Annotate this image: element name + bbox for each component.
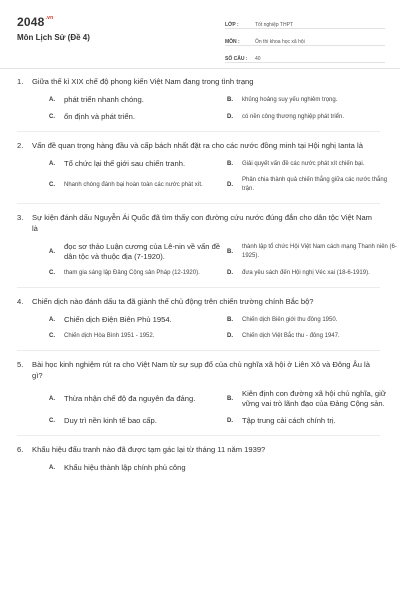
logo-suffix: .vn [45,15,54,21]
option-b[interactable] [227,242,400,262]
option-d[interactable] [227,269,400,278]
option-letter: B. [227,395,233,402]
option-letter: D. [227,181,233,188]
option-letter: A. [49,316,55,323]
option-text: thành lập tổ chức Hội Việt Nam cách mạng Thanh niên (6-1925). [242,244,397,259]
option-letter: C. [49,333,55,339]
option-c[interactable] [49,112,227,122]
question-number: 3. [17,213,24,222]
option-text: Kiên định con đường xã hội chủ nghĩa, giữ vững vai trò lãnh đạo của Đảng Cộng sản. [242,389,386,408]
exam-meta [225,14,385,65]
header-divider [0,68,400,69]
option-text: ổn định và phát triển. [64,112,135,121]
question-text: Chiến dịch nào đánh dấu ta đã giành thế chủ động trên chiến trường chính Bắc bộ? [32,297,314,306]
question-4 [0,296,400,351]
logo-text: 2048 [17,15,45,29]
option-letter: B. [227,160,233,167]
options [49,242,397,278]
option-text: Khẩu hiệu thành lập chính phủ công [64,463,186,472]
option-text: đọc sơ thảo Luận cương của Lê-nin về vấn đề dân tộc và thuộc địa (7-1920). [64,242,221,261]
meta-value: Tốt nghiệp THPT [255,22,293,28]
option-text: Thừa nhận chế độ đa nguyên đa đảng. [64,394,196,403]
option-b[interactable] [227,315,400,325]
option-text: Tập trung cải cách chính trị. [242,416,336,425]
option-letter: D. [227,270,233,276]
option-text: có nền công thương nghiệp phát triển. [242,113,345,120]
meta-label: SỐ CÂU : [225,56,248,62]
option-letter: D. [227,417,233,424]
meta-label: MÔN : [225,39,240,45]
option-d[interactable] [227,112,400,122]
option-letter: A. [49,96,55,103]
option-c[interactable] [49,332,227,341]
meta-value: Ôn thi khoa học xã hội [255,39,305,45]
question-text: Bài học kinh nghiệm rút ra cho Việt Nam từ sự sụp đổ của chủ nghĩa xã hội ở Liên Xô và Đông Âu là gì? [32,360,370,380]
option-b[interactable] [227,95,400,105]
question-number: 4. [17,297,24,306]
option-letter: C. [49,417,55,424]
meta-count [225,48,385,63]
option-a[interactable] [49,463,227,473]
option-letter: B. [227,96,233,103]
option-d[interactable] [227,332,400,341]
option-letter: B. [227,316,233,323]
option-b[interactable] [227,159,400,169]
option-letter: D. [227,113,233,120]
meta-class [225,14,385,29]
option-text: Chiến dịch Biên giới thu đông 1950. [242,316,338,323]
options [49,463,380,473]
option-d[interactable] [227,416,400,426]
question-number: 1. [17,77,24,86]
option-letter: C. [49,113,55,120]
question-number: 6. [17,445,24,454]
question-text: Sự kiện đánh dấu Nguyễn Ái Quốc đã tìm thấy con đường cứu nước đúng đắn cho dân tộc Việt Nam là [32,213,373,233]
option-text: Phân chia thành quả chiến thắng giữa các nước thắng trận. [242,177,388,192]
option-c[interactable] [49,176,227,194]
option-text: Chiến dịch Việt Bắc thu - đông 1947. [242,333,340,339]
option-a[interactable] [49,159,227,169]
option-a[interactable] [49,315,227,325]
subject-title: Môn Lịch Sử (Đề 4) [17,33,90,42]
option-text: Tổ chức lại thế giới sau chiến tranh. [64,159,186,168]
option-c[interactable] [49,416,227,426]
option-d[interactable] [227,176,400,194]
question-text: Vấn đề quan trọng hàng đầu và cấp bách nhất đặt ra cho các nước đồng minh tại Hội nghị Ianta là [32,141,363,150]
option-b[interactable] [227,389,400,409]
option-letter: A. [49,248,55,255]
question-divider [17,350,380,351]
option-text: đưa yêu sách đến Hội nghị Véc xai (18-6-1919). [242,270,370,276]
question-divider [17,287,380,288]
option-text: Nhanh chóng đánh bại hoàn toàn các nước phát xít. [64,181,203,188]
question-5 [0,359,400,436]
site-logo[interactable] [17,15,53,29]
option-a[interactable] [49,242,227,262]
meta-value: 40 [255,56,261,62]
meta-label: LỚP : [225,22,239,28]
question-3 [0,212,400,288]
option-letter: B. [227,248,233,255]
option-text: phát triển nhanh chóng. [64,95,144,104]
option-text: Giải quyết vấn đề các nước phát xít chiến bại. [242,160,365,167]
question-list [0,76,400,473]
option-letter: A. [49,160,55,167]
options [49,95,380,122]
option-c[interactable] [49,269,227,278]
question-divider [17,131,380,132]
question-6 [0,444,400,473]
options [49,159,388,194]
option-a[interactable] [49,95,227,105]
option-text: Chiến dịch Điện Biên Phủ 1954. [64,315,172,324]
option-letter: C. [49,181,55,188]
option-letter: D. [227,333,233,339]
header [0,0,400,64]
question-text: Khẩu hiệu đấu tranh nào đã được tạm gác lại từ tháng 11 năm 1939? [32,445,266,454]
question-number: 5. [17,360,24,369]
question-2 [0,140,400,204]
option-a[interactable] [49,389,227,409]
option-text: khủng hoảng suy yếu nghiêm trọng. [242,96,338,103]
option-letter: C. [49,270,55,276]
meta-subject [225,31,385,46]
options [49,389,386,426]
question-number: 2. [17,141,24,150]
question-divider [17,435,380,436]
option-text: tham gia sáng lập Đảng Cộng sản Pháp (12-1920). [64,270,200,276]
question-text: Giữa thế kỉ XIX chế độ phong kiến Việt Nam đang trong tình trạng [32,77,254,86]
question-divider [17,203,380,204]
option-text: Chiến dịch Hòa Bình 1951 - 1952. [64,333,155,339]
option-letter: A. [49,395,55,402]
option-letter: A. [49,464,55,471]
options [49,315,380,341]
option-text: Duy trì nền kinh tế bao cấp. [64,416,157,425]
question-1 [0,76,400,132]
